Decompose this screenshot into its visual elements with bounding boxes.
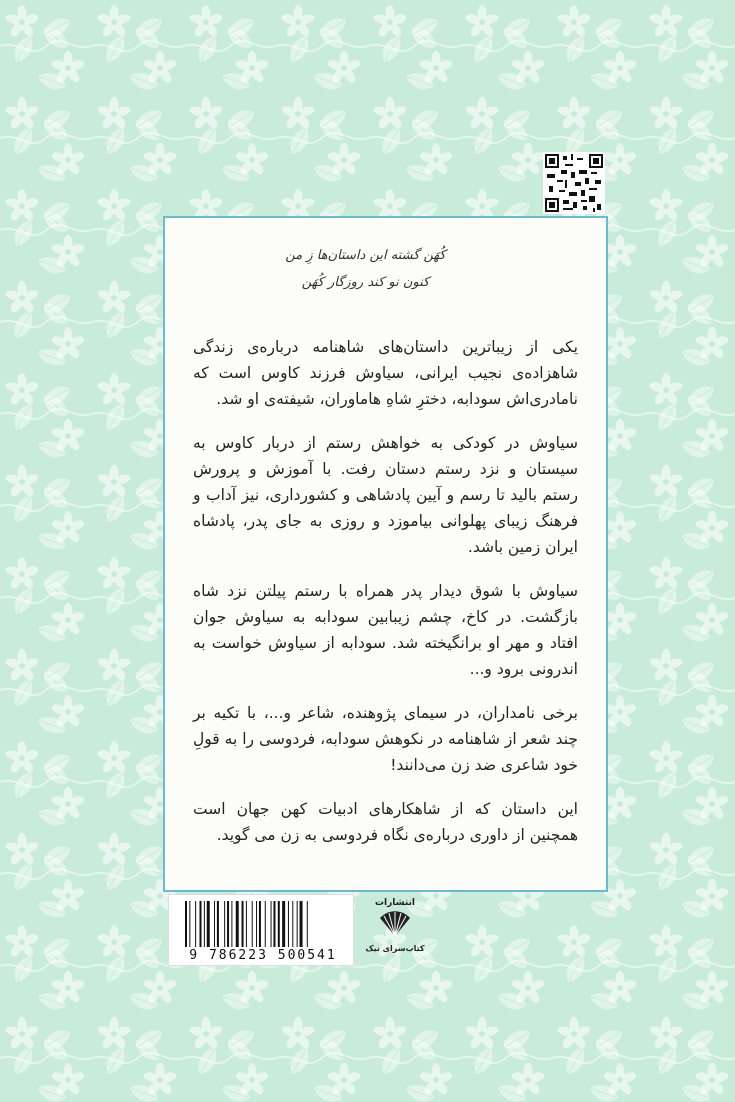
book-fan-logo-icon — [378, 908, 412, 938]
barcode-bar — [242, 901, 244, 947]
publisher-label: انتشارات — [375, 898, 415, 908]
barcode-bar — [231, 901, 232, 947]
barcode-bar — [236, 901, 239, 947]
barcode-bar — [265, 901, 266, 947]
barcode-bar — [288, 901, 289, 947]
barcode-bar — [185, 901, 187, 947]
barcode-bar — [273, 901, 275, 947]
barcode-bar — [200, 901, 202, 947]
isbn-number: 9 786223 500541 — [189, 948, 337, 963]
barcode-bar — [278, 901, 280, 947]
barcode-bars — [185, 901, 349, 947]
barcode-bar — [259, 901, 261, 947]
barcode-bar — [204, 901, 205, 947]
paragraph-1: یکی از زیباترین داستان‌های شاهنامه درباره‌ی زندگی شاهزاده‌ی نجیب ایرانی، سیاوش فرزند کاوس است که نامادری‌اش سودابه، دخترِ شاهِ هاماوران، شیفته‌ی او شد. — [193, 338, 578, 408]
barcode-bar — [246, 901, 247, 947]
paragraph-2: سیاوش در کودکی به خواهش رستم از دربار کاوس به سیستان و نزد رستم دستان رفت. با آموزش و پرورش رستم بالید تا رسم و آیین پادشاهی و کشورداری، نیز آداب و فرهنگ زیبای پهلوانی بیاموزد و روزی به جای پدر، پادشاه ایران زمین باشد. — [193, 434, 578, 556]
barcode-bar — [217, 901, 219, 947]
publisher-logo — [360, 890, 430, 970]
barcode-bar — [195, 901, 196, 947]
verse-line-2: کنون نو کند روزگار کُهَن — [301, 275, 430, 290]
paragraph-4: برخی نامداران، در سیمای پژوهنده، شاعر و...، با تکیه بر چند شعر از شاهنامه در نکوهش سودابه، فردوسی را به قولِ خود شاعری ضد زن می‌دانند! — [193, 704, 578, 774]
paragraph-3: سیاوش با شوق دیدار پدر همراه با رستم پیلتن نزد شاه بازگشت. در کاخ، چشم زیبابین سودابه به سیاوش جوان افتاد و مهر او برانگیخته شد. سودابه از سیاوش خواست به اندرونی برود و... — [193, 582, 578, 678]
barcode-bar — [256, 901, 257, 947]
barcode-bar — [227, 901, 229, 947]
verse-line-1: کُهَن گشته این داستان‌ها زِ من — [285, 248, 446, 263]
barcode-bar — [207, 901, 210, 947]
barcode-bar — [300, 901, 303, 947]
barcode-bar — [297, 901, 298, 947]
barcode-bar — [292, 901, 293, 947]
barcode-bar — [214, 901, 215, 947]
barcode-bar — [307, 901, 308, 947]
paragraph-5: این داستان که از شاهکارهای ادبیات کهن جهان است همچنین از داوری درباره‌ی نگاه فردوسی به زن می گوید. — [193, 800, 578, 844]
qr-code-icon[interactable] — [543, 152, 605, 214]
barcode-bar — [252, 901, 253, 947]
barcode-bar — [224, 901, 225, 947]
barcode-bar — [282, 901, 285, 947]
barcode-bar — [189, 901, 190, 947]
poem-verse — [193, 242, 578, 296]
publisher-name: کتاب‌سرای نیک — [365, 944, 425, 953]
barcode-bar — [271, 901, 272, 947]
description-panel — [163, 216, 608, 892]
isbn-barcode — [168, 894, 354, 966]
